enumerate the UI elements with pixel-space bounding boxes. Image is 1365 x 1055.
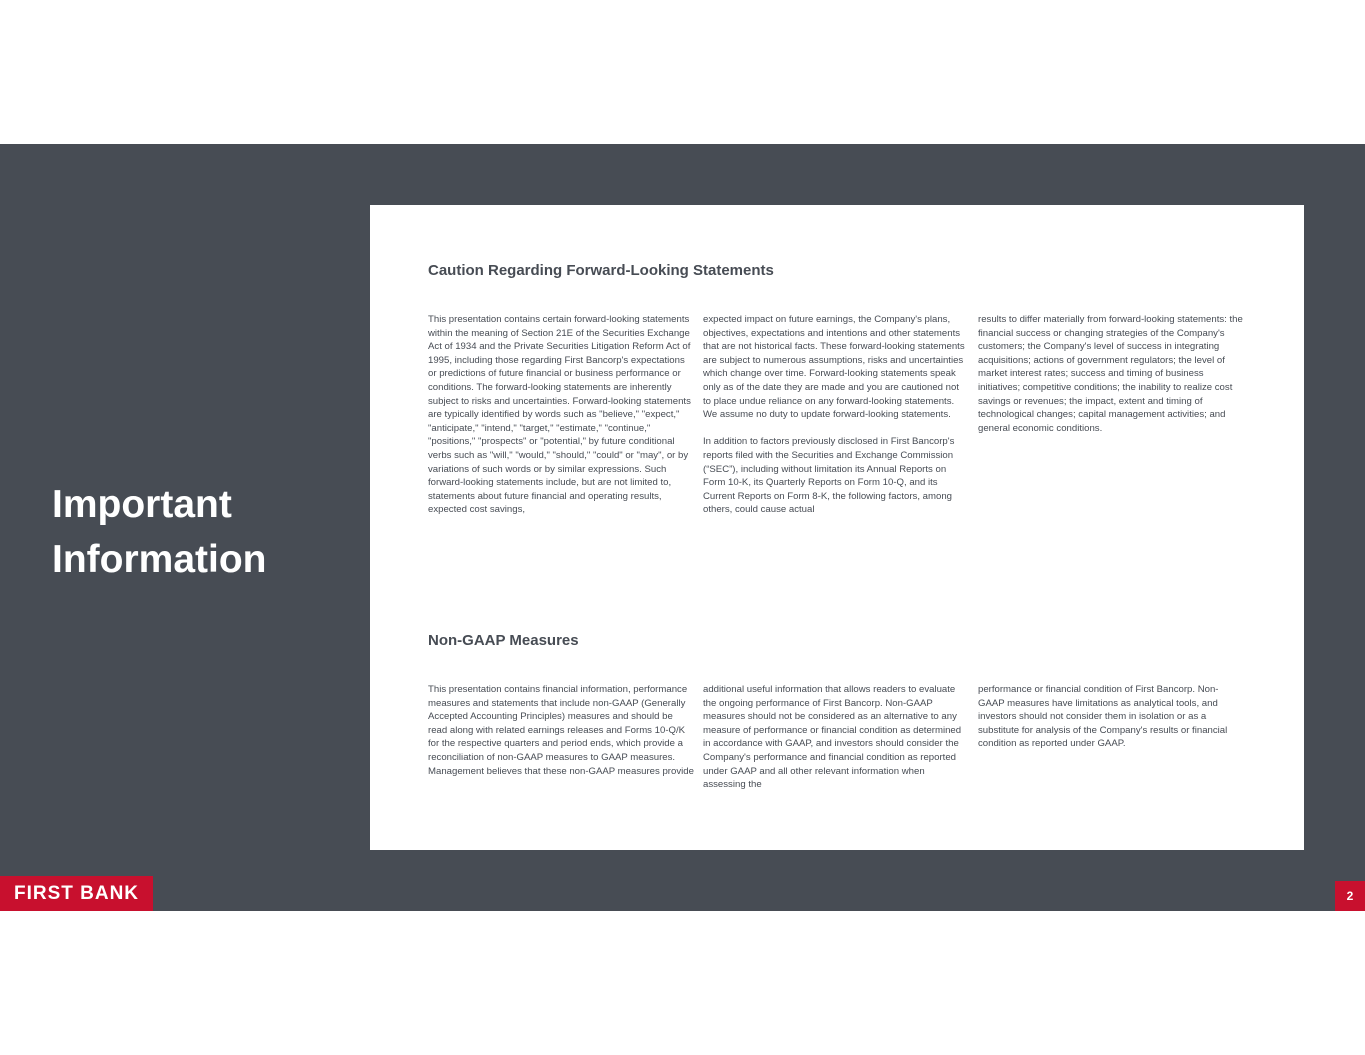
forward-looking-paragraph: This presentation contains certain forward-looking statements within the meaning of Section 21E of the Securities Exchange Act of 1934 and the Private Securities Litigation Reform Act of 1995, including those regarding First Bancorp's expectations or predictions of future financial or business performance or conditions. The forward-looking statements are inherently subject to risks and uncertainties. Forward-looking statements are typically identified by words such as "believe," "expect," "anticipate," "intend," "target," "estimate," "continue," "positions," "prospects" or "potential," by future conditional verbs such as "will," "would," "should," "could" or "may", or by variations of such words or by similar expressions. Such forward-looking statements include, but are not limited to, statements about future financial and operating results, expected cost savings,: [428, 314, 691, 516]
page-title-line-2: Information: [52, 538, 267, 581]
non-gaap-column-1: [428, 683, 694, 778]
content-card: [370, 205, 1304, 850]
page-title: [52, 477, 352, 587]
non-gaap-column-2: [703, 683, 969, 792]
non-gaap-paragraph: additional useful information that allows readers to evaluate the ongoing performance of First Bancorp. Non-GAAP measures should not be considered as an alternative to any measure of performance or financial condition as determined in accordance with GAAP, and investors should consider the Company's performance and financial condition as reported under GAAP and all other relevant information when assessing the: [703, 684, 962, 791]
forward-looking-paragraph: expected impact on future earnings, the Company's plans, objectives, expectations and intentions and other statements that are not historical facts. These forward-looking statements are subject to numerous assumptions, risks and uncertainties which change over time. Forward-looking statements speak only as of the date they are made and you are cautioned not to place undue reliance on any forward-looking statements. We assume no duty to update forward-looking statements.: [703, 314, 965, 421]
non-gaap-column-3: [978, 683, 1244, 751]
first-bank-logo: FIRST BANK: [0, 876, 153, 911]
non-gaap-paragraph: This presentation contains financial information, performance measures and statements that include non-GAAP (Generally Accepted Accounting Principles) measures and should be read along with related earnings releases and Forms 10-Q/K for the respective quarters and period ends, which provide a reconciliation of non-GAAP measures to GAAP measures. Management believes that these non-GAAP measures provide: [428, 684, 694, 777]
forward-looking-paragraph: In addition to factors previously disclosed in First Bancorp's reports filed with the Securities and Exchange Commission (“SEC”), including without limitation its Annual Reports on Form 10-K, its Quarterly Reports on Form 10-Q, and its Current Reports on Form 8-K, the following factors, among others, could cause actual: [703, 436, 955, 516]
forward-looking-column-2: [703, 313, 969, 517]
page-number-badge: 2: [1335, 881, 1365, 911]
forward-looking-paragraph: results to differ materially from forward-looking statements: the financial success or changing strategies of the Company's customers; the Company's level of success in integrating acquisitions; actions of government regulators; the level of market interest rates; success and timing of business initiatives; competitive conditions; the inability to realize cost savings or revenues; the impact, extent and timing of technological changes; capital management activities; and general economic conditions.: [978, 314, 1243, 434]
forward-looking-heading: Caution Regarding Forward-Looking Statements: [428, 262, 774, 279]
forward-looking-column-3: [978, 313, 1244, 435]
forward-looking-column-1: [428, 313, 694, 517]
slide-background: [0, 144, 1365, 911]
non-gaap-heading: Non-GAAP Measures: [428, 632, 579, 649]
page-title-line-1: Important: [52, 483, 232, 526]
non-gaap-paragraph: performance or financial condition of First Bancorp. Non-GAAP measures have limitations as analytical tools, and investors should not consider them in isolation or as a substitute for analysis of the Company's results or financial condition as reported under GAAP.: [978, 684, 1228, 750]
